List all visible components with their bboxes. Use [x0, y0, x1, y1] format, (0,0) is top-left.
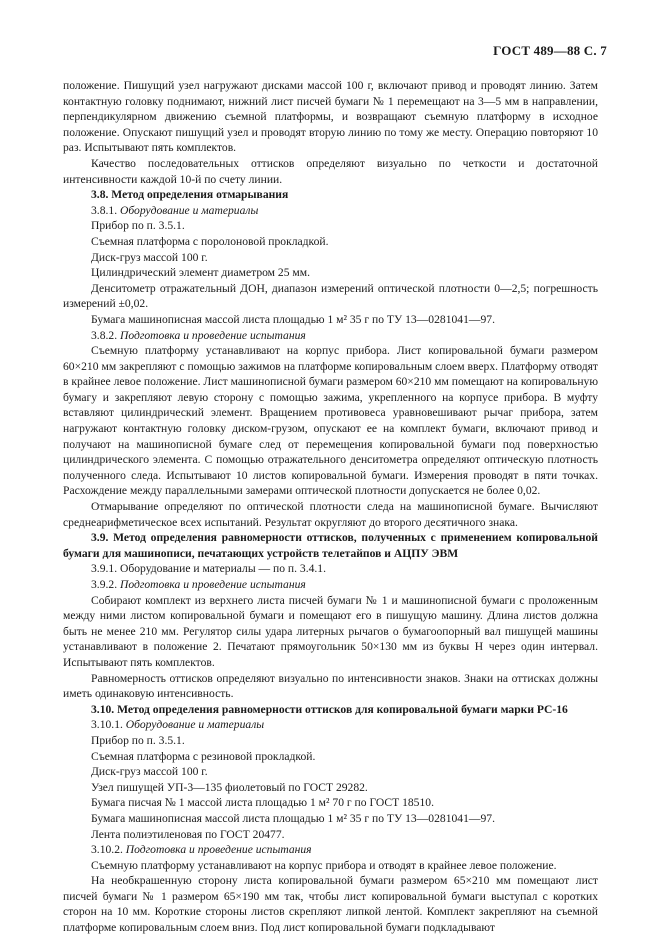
paragraph: [63, 187, 598, 203]
section-heading: 3.8. Метод определения отмарывания: [91, 188, 289, 202]
text-run: положение. Пишущий узел нагружают дисками массой 100 г, включают привод и проводят линию. Затем контактную головку поднимают, нижний лист писчей бумаги № 1 перемещают на 3—5 мм в направлении, перпендикулярном движению съемной платформы, и возвращают съемную платформу в исходное положение. Опускают пишущий узел и проводят вторую линию по тому же месту. Операцию повторяют 10 раз. Испытывают пять комплектов.: [63, 79, 598, 155]
paragraph: [63, 250, 598, 266]
paragraph: [63, 749, 598, 765]
text-run: Съемную платформу устанавливают на корпус прибора и отводят в крайнее левое положение.: [91, 858, 557, 872]
paragraph: [63, 561, 598, 577]
paragraph: [63, 156, 598, 187]
text-run: Диск-груз массой 100 г.: [91, 765, 208, 779]
text-run: Собирают комплект из верхнего листа писчей бумаги № 1 и машинописной бумаги с проложенным между ними листом копировальной бумаги и помещают его в пишущую машину. Длина листов должна быть не менее 210 мм. Регулятор силы удара литерных рычагов о бумагоопорный вал пишущей машины устанавливают в положение 2. Печатают прямоугольник 50×130 мм из буквы Н через один интервал. Испытывают пять комплектов.: [63, 593, 598, 669]
paragraph: [63, 593, 598, 671]
text-run: Съемная платформа с резиновой прокладкой.: [91, 749, 316, 763]
section-heading: 3.10. Метод определения равномерности оттисков для копировальной бумаги марки PC-16: [91, 702, 568, 716]
document-body: [63, 78, 598, 936]
paragraph: [63, 265, 598, 281]
text-run: 3.8.2.: [91, 328, 120, 342]
paragraph: [63, 312, 598, 328]
text-run: Бумага машинописная массой листа площадью 1 м² 35 г по ТУ 13—0281041—97.: [91, 811, 495, 825]
paragraph: [63, 842, 598, 858]
paragraph: [63, 218, 598, 234]
text-run: Лента полиэтиленовая по ГОСТ 20477.: [91, 827, 285, 841]
paragraph: [63, 499, 598, 530]
paragraph: [63, 577, 598, 593]
text-run: 3.10.2.: [91, 843, 126, 857]
subsection-title: Оборудование и материалы: [119, 203, 259, 217]
paragraph: [63, 234, 598, 250]
paragraph: [63, 343, 598, 499]
paragraph: [63, 78, 598, 156]
text-run: Цилиндрический элемент диаметром 25 мм.: [91, 266, 310, 280]
paragraph: [63, 811, 598, 827]
paragraph: [63, 795, 598, 811]
paragraph: [63, 717, 598, 733]
subsection-title: Подготовка и проведение испытания: [119, 578, 306, 591]
text-run: Узел пишущей УП-3—135 фиолетовый по ГОСТ 29282.: [91, 780, 368, 794]
text-run: 3.10.1.: [91, 718, 126, 732]
text-run: 3.9.2.: [91, 578, 120, 591]
text-run: 3.8.1.: [91, 203, 120, 217]
paragraph: [63, 203, 598, 219]
text-run: Денситометр отражательный ДОН, диапазон измерений оптической плотности 0—2,5; погрешность измерений ±0,02.: [63, 281, 598, 311]
text-run: Прибор по п. 3.5.1.: [91, 733, 185, 747]
text-run: 3.9. Метод определения равномерности оттисков, полученных с применением копировальной бумаги для машинописи, печатающих устройств телетайпов и АЦПУ ЭВМ: [63, 531, 598, 560]
paragraph: [63, 780, 598, 796]
page-header: ГОСТ 489—88 С. 7: [493, 43, 607, 58]
paragraph: [63, 328, 598, 344]
paragraph: [63, 281, 598, 312]
text-run: Отмарывание определяют по оптической плотности следа на машинописной бумаге. Вычисляют среднеарифметическое всех испытаний. Результат округляют до второго десятичного знака.: [63, 500, 598, 529]
text-run: Съемную платформу устанавливают на корпус прибора. Лист копировальной бумаги размером 60×210 мм закрепляют с помощью зажимов на платформе копировальным слоем вверх. Платформу отводят в крайнее левое положение. Лист машинописной бумаги размером 60×210 мм помещают на копировальную бумагу и закрепляют левую сторону с помощью зажима, укрепленного на корпусе прибора. В муфту вставляют цилиндрический элемент. Вращением противовеса уравновешивают рычаг прибора, затем нагружают контактную головку диском-грузом, опускают ее на комплект бумаги, включают привод и получают на машинописной бумаге след от перемещения копировальной бумаги под поверхностью цилиндрического элемента. С помощью отражательного денситометра определяют оптическую плотность полученного следа. Испытывают 10 листов копировальной бумаги. Измерения проводят в пяти точках. Расхождение между параллельными замерами оптической плотности допускается не более 0,02.: [63, 344, 598, 498]
subsection-title: Подготовка и проведение испытания: [125, 843, 312, 857]
text-run: Бумага писчая № 1 массой листа площадью 1 м² 70 г по ГОСТ 18510.: [91, 796, 434, 810]
paragraph: [63, 671, 598, 702]
text-run: Равномерность оттисков определяют визуально по интенсивности знаков. Знаки на оттисках должны иметь одинаковую интенсивность.: [63, 671, 598, 701]
paragraph: [63, 873, 598, 935]
paragraph: [63, 702, 598, 718]
text-run: На необкрашенную сторону листа копировальной бумаги размером 65×210 мм помещают лист писчей бумаги № 1 размером 65×190 мм так, чтобы лист копировальной бумаги выступал с коротких сторон на 10 мм. Короткие стороны листов скрепляют липкой лентой. Комплект закрепляют на съемной платформе копировальным слоем вниз. Под лист копировальной бумаги подкладывают: [63, 874, 598, 935]
text-run: Съемная платформа с поролоновой прокладкой.: [91, 234, 329, 248]
paragraph: [63, 858, 598, 874]
subsection-title: Оборудование и материалы: [125, 718, 265, 732]
text-run: Прибор по п. 3.5.1.: [91, 219, 185, 233]
subsection-title: Подготовка и проведение испытания: [119, 328, 306, 342]
text-run: Диск-груз массой 100 г.: [91, 250, 208, 264]
text-run: Качество последовательных оттисков определяют визуально по четкости и достаточной интенсивности каждой 10-й по счету линии.: [63, 156, 598, 186]
paragraph: [63, 530, 598, 561]
paragraph: [63, 764, 598, 780]
text-run: 3.9.1. Оборудование и материалы — по п. 3.4.1.: [91, 562, 326, 576]
paragraph: [63, 733, 598, 749]
paragraph: [63, 827, 598, 843]
text-run: Бумага машинописная массой листа площадью 1 м² 35 г по ТУ 13—0281041—97.: [91, 312, 495, 326]
